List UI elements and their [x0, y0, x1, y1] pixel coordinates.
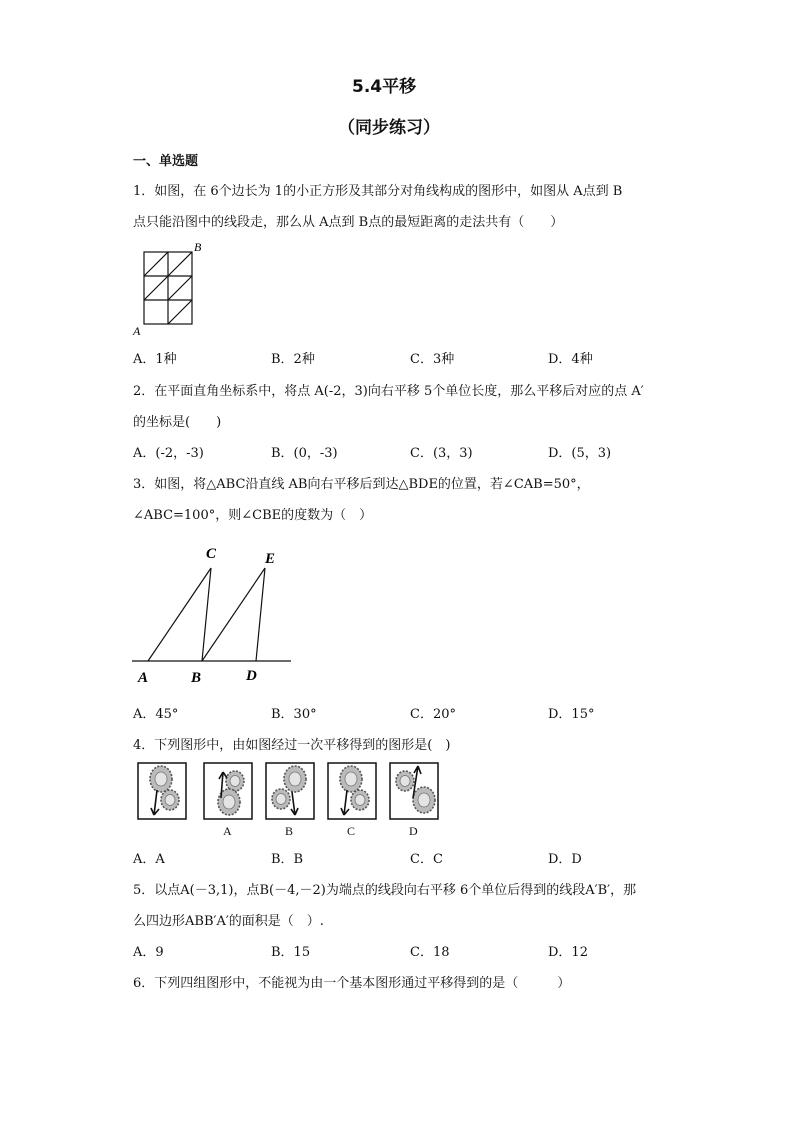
- q3-label-d: D: [246, 668, 257, 684]
- q4-choice-a-figure: [204, 763, 252, 819]
- q3-option-d[interactable]: D．15°: [548, 707, 595, 722]
- q4-option-d[interactable]: D．D: [548, 852, 582, 867]
- q2-line2: 的坐标是( ): [133, 415, 222, 430]
- q3-label-a: A: [138, 670, 149, 686]
- q3-option-a[interactable]: A．45°: [133, 707, 179, 722]
- q2-option-d[interactable]: D．(5，3): [548, 446, 612, 461]
- page-title: 5.4平移: [352, 77, 417, 97]
- q4-choice-c-figure: [328, 763, 376, 819]
- q1-line1: 1．如图，在 6个边长为 1的小正方形及其部分对角线构成的图形中，如图从 A点到 B: [133, 184, 623, 199]
- q5-line2: 么四边形ABB′A′的面积是（ ）.: [133, 914, 324, 929]
- q4-label-a: A: [223, 824, 232, 838]
- q4-option-c[interactable]: C．C: [410, 852, 443, 867]
- q3-line2: ∠ABC=100°，则∠CBE的度数为（ ）: [133, 508, 373, 523]
- q1-line2: 点只能沿图中的线段走，那么从 A点到 B点的最短距离的走法共有（ ）: [133, 215, 564, 230]
- q3-option-b[interactable]: B．30°: [271, 707, 317, 722]
- q3-label-b: B: [191, 670, 202, 686]
- q4-label-b: B: [285, 824, 294, 838]
- q4-original-figure: [138, 763, 186, 819]
- q1-label-b: B: [194, 240, 202, 254]
- q4-label-c: C: [347, 824, 356, 838]
- q2-option-b[interactable]: B．(0，-3): [271, 446, 338, 461]
- q6-line1: 6．下列四组图形中，不能视为由一个基本图形通过平移得到的是（ ）: [133, 976, 571, 991]
- q4-choice-d-figure: [390, 763, 438, 819]
- q4-flower-figures: [135, 760, 445, 840]
- page-subtitle: （同步练习）: [338, 118, 440, 138]
- q3-triangle-figure: [128, 540, 298, 690]
- q3-label-e: E: [265, 551, 276, 567]
- q5-option-b[interactable]: B．15: [271, 945, 311, 960]
- q4-option-a[interactable]: A．A: [133, 852, 165, 867]
- q5-line1: 5．以点A(－3,1)，点B(－4,－2)为端点的线段向右平移 6个单位后得到的线段A′B′，那: [133, 883, 637, 898]
- q1-option-a[interactable]: A．1种: [133, 352, 177, 367]
- q1-option-b[interactable]: B．2种: [271, 352, 315, 367]
- q3-option-c[interactable]: C．20°: [410, 707, 456, 722]
- q5-option-d[interactable]: D．12: [548, 945, 588, 960]
- q1-label-a: A: [133, 324, 141, 338]
- q1-option-c[interactable]: C．3种: [410, 352, 455, 367]
- q4-label-d: D: [409, 824, 418, 838]
- q5-option-c[interactable]: C．18: [410, 945, 450, 960]
- q4-choice-b-figure: [266, 763, 314, 819]
- q2-line1: 2．在平面直角坐标系中，将点 A(-2，3)向右平移 5个单位长度，那么平移后对应的点 A′: [133, 384, 644, 399]
- q1-option-d[interactable]: D．4种: [548, 352, 593, 367]
- q4-option-b[interactable]: B．B: [271, 852, 304, 867]
- q1-grid-figure: [128, 238, 208, 338]
- q2-option-c[interactable]: C．(3，3): [410, 446, 473, 461]
- q2-option-a[interactable]: A．(-2，-3): [133, 446, 204, 461]
- section-heading: 一、单选题: [133, 154, 199, 169]
- q3-label-c: C: [206, 546, 217, 562]
- q4-line1: 4．下列图形中，由如图经过一次平移得到的图形是( ): [133, 738, 451, 753]
- q3-line1: 3．如图，将△ABC沿直线 AB向右平移后到达△BDE的位置，若∠CAB=50°，: [133, 477, 590, 492]
- q5-option-a[interactable]: A．9: [133, 945, 164, 960]
